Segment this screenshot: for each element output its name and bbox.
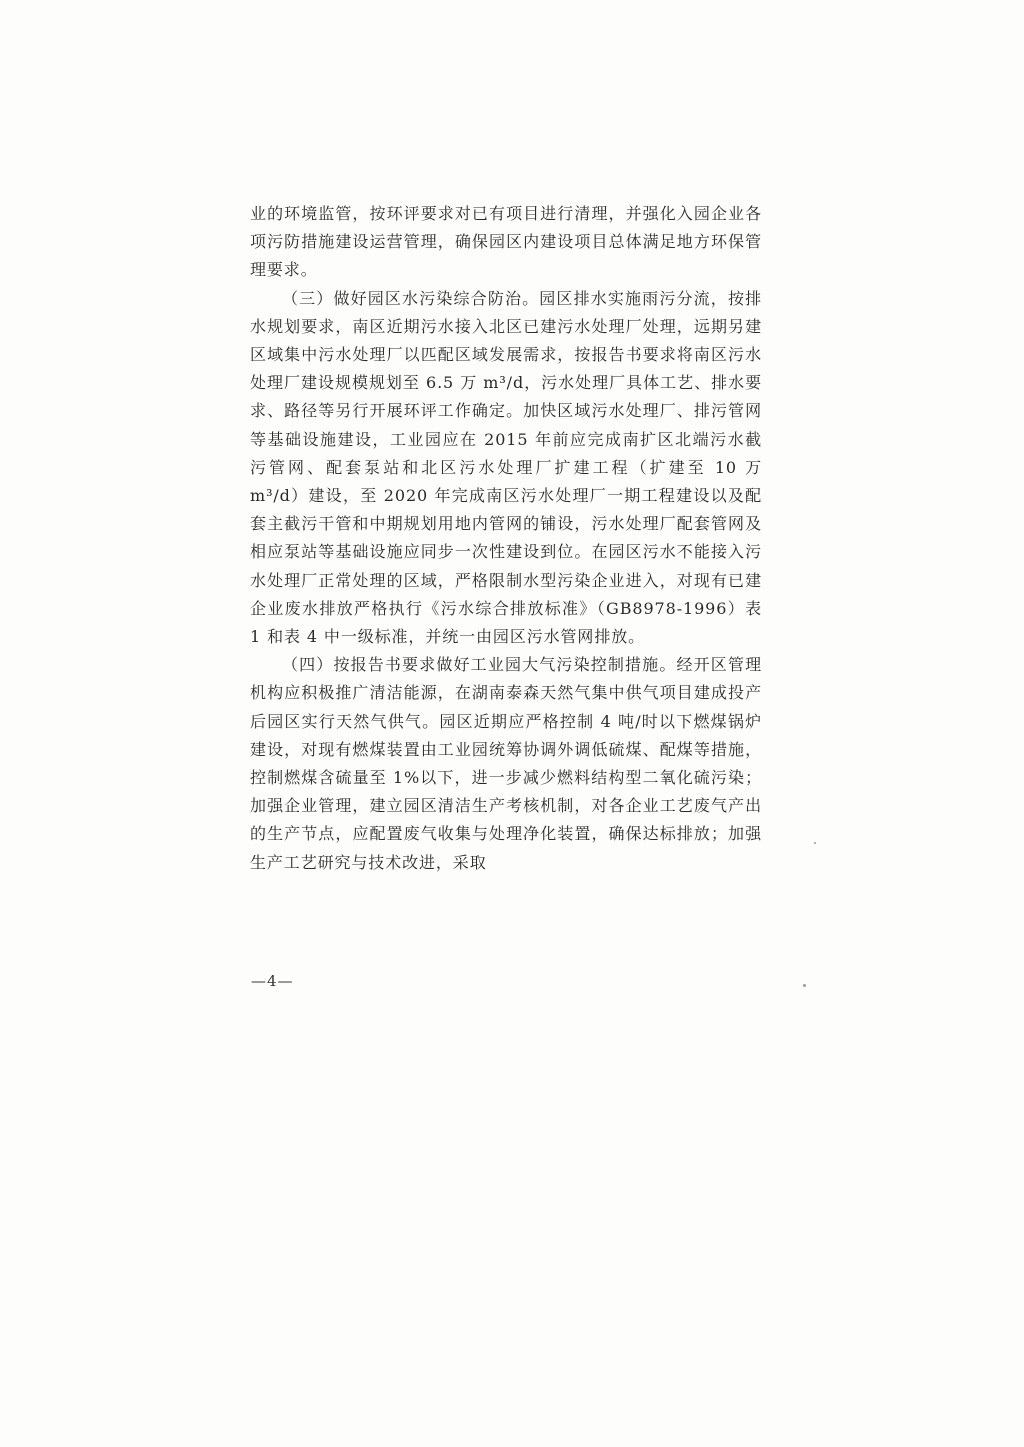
paragraph-continued: 业的环境监管，按环评要求对已有项目进行清理，并强化入园企业各项污防措施建设运营管理，确保园区内建设项目总体满足地方环保管理要求。 — [250, 204, 762, 280]
scan-speck — [814, 842, 816, 844]
paragraph-air-pollution: （四）按报告书要求做好工业园大气污染控制措施。经开区管理机构应积极推广清洁能源，在湖南泰森天然气集中供气项目建成投产后园区实行天然气供气。园区近期应严格控制 4 吨/时以下燃煤锅炉建设，对现有燃煤装置由工业园统筹协调外调低硫煤、配煤等措施，控制燃煤含硫量至 1%以下，进一步减少燃料结构型二氧化硫污染；加强企业管理，建立园区清洁生产考核机制，对各企业工艺废气产出的生产节点，应配置废气收集与处理净化装置，确保达标排放；加强生产工艺研究与技术改进，采取 — [250, 655, 762, 872]
page-number: —4— — [251, 972, 294, 990]
paragraph-water-pollution: （三）做好园区水污染综合防治。园区排水实施雨污分流，按排水规划要求，南区近期污水接入北区已建污水处理厂处理，远期另建区域集中污水处理厂以匹配区域发展需求，按报告书要求将南区污水处理厂建设规模规划至 6.5 万 m³/d，污水处理厂具体工艺、排水要求、路径等另行开展环评工作确定。加快区域污水处理厂、排污管网等基础设施建设，工业园应在 2015 年前应完成南扩区北端污水截污管网、配套泵站和北区污水处理厂扩建工程（扩建至 10 万 m³/d）建设，至 2020 年完成南区污水处理厂一期工程建设以及配套主截污干管和中期规划用地内管网的铺设，污水处理厂配套管网及相应泵站等基础设施应同步一次性建设到位。在园区污水不能接入污水处理厂正常处理的区域，严格限制水型污染企业进入，对现有已建企业废水排放严格执行《污水综合排放标准》（GB8978-1996）表 1 和表 4 中一级标准，并统一由园区污水管网排放。 — [250, 288, 762, 647]
document-body — [250, 200, 762, 877]
scan-speck — [803, 984, 806, 987]
